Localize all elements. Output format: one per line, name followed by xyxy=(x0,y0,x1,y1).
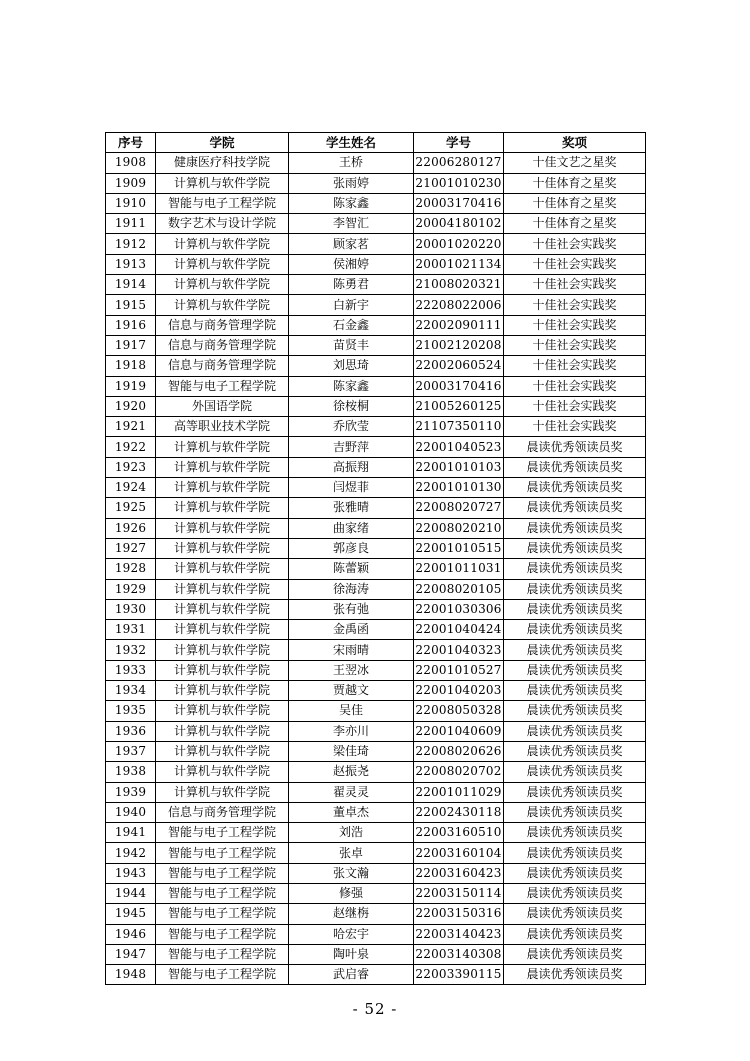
cell-award: 十佳社会实践奖 xyxy=(504,254,646,274)
cell-student-name: 曲家绪 xyxy=(289,518,414,538)
cell-student-id: 22001010103 xyxy=(414,457,504,477)
cell-student-name: 王翌冰 xyxy=(289,660,414,680)
cell-student-id: 22002430118 xyxy=(414,802,504,822)
cell-student-id: 22001040424 xyxy=(414,620,504,640)
cell-award: 晨读优秀领读员奖 xyxy=(504,965,646,985)
cell-student-id: 22003160423 xyxy=(414,863,504,883)
table-row xyxy=(106,538,646,558)
cell-student-id: 22001011029 xyxy=(414,782,504,802)
table-row xyxy=(106,904,646,924)
cell-serial: 1919 xyxy=(106,376,156,396)
cell-student-name: 徐桉桐 xyxy=(289,396,414,416)
cell-student-name: 赵继栴 xyxy=(289,904,414,924)
table-row xyxy=(106,802,646,822)
cell-student-name: 陈家鑫 xyxy=(289,193,414,213)
cell-college: 计算机与软件学院 xyxy=(156,173,289,193)
table-row xyxy=(106,620,646,640)
cell-serial: 1922 xyxy=(106,437,156,457)
cell-student-name: 哈宏宇 xyxy=(289,924,414,944)
cell-student-name: 乔欣莹 xyxy=(289,417,414,437)
cell-college: 智能与电子工程学院 xyxy=(156,823,289,843)
cell-college: 计算机与软件学院 xyxy=(156,599,289,619)
cell-serial: 1937 xyxy=(106,741,156,761)
cell-award: 晨读优秀领读员奖 xyxy=(504,538,646,558)
cell-college: 信息与商务管理学院 xyxy=(156,356,289,376)
cell-award: 晨读优秀领读员奖 xyxy=(504,823,646,843)
cell-student-name: 陶叶泉 xyxy=(289,944,414,964)
cell-college: 智能与电子工程学院 xyxy=(156,965,289,985)
cell-college: 智能与电子工程学院 xyxy=(156,376,289,396)
cell-award: 晨读优秀领读员奖 xyxy=(504,701,646,721)
cell-serial: 1926 xyxy=(106,518,156,538)
cell-award: 十佳社会实践奖 xyxy=(504,356,646,376)
cell-award: 十佳社会实践奖 xyxy=(504,295,646,315)
cell-award: 晨读优秀领读员奖 xyxy=(504,681,646,701)
cell-college: 计算机与软件学院 xyxy=(156,620,289,640)
cell-student-id: 22003140308 xyxy=(414,944,504,964)
cell-serial: 1921 xyxy=(106,417,156,437)
cell-college: 计算机与软件学院 xyxy=(156,640,289,660)
header-college: 学院 xyxy=(156,133,289,153)
cell-student-id: 22003390115 xyxy=(414,965,504,985)
cell-serial: 1936 xyxy=(106,721,156,741)
cell-award: 晨读优秀领读员奖 xyxy=(504,640,646,660)
cell-college: 高等职业技术学院 xyxy=(156,417,289,437)
cell-serial: 1917 xyxy=(106,335,156,355)
table-row xyxy=(106,762,646,782)
cell-student-id: 22003160104 xyxy=(414,843,504,863)
cell-award: 晨读优秀领读员奖 xyxy=(504,782,646,802)
cell-award: 十佳体育之星奖 xyxy=(504,193,646,213)
table-row xyxy=(106,660,646,680)
cell-college: 计算机与软件学院 xyxy=(156,538,289,558)
table-body xyxy=(106,153,646,985)
cell-student-name: 郭彦良 xyxy=(289,538,414,558)
cell-student-name: 高振翔 xyxy=(289,457,414,477)
cell-college: 智能与电子工程学院 xyxy=(156,883,289,903)
cell-student-name: 顾家茗 xyxy=(289,234,414,254)
cell-award: 晨读优秀领读员奖 xyxy=(504,660,646,680)
cell-award: 晨读优秀领读员奖 xyxy=(504,437,646,457)
cell-serial: 1935 xyxy=(106,701,156,721)
cell-student-name: 梁佳琦 xyxy=(289,741,414,761)
table-row xyxy=(106,518,646,538)
cell-student-id: 21005260125 xyxy=(414,396,504,416)
table-row xyxy=(106,417,646,437)
cell-student-name: 侯湘婷 xyxy=(289,254,414,274)
cell-award: 晨读优秀领读员奖 xyxy=(504,498,646,518)
cell-college: 计算机与软件学院 xyxy=(156,782,289,802)
cell-college: 计算机与软件学院 xyxy=(156,275,289,295)
cell-serial: 1915 xyxy=(106,295,156,315)
table-row xyxy=(106,741,646,761)
cell-serial: 1912 xyxy=(106,234,156,254)
cell-student-id: 22008020210 xyxy=(414,518,504,538)
cell-student-name: 赵振尧 xyxy=(289,762,414,782)
cell-student-name: 张文瀚 xyxy=(289,863,414,883)
cell-student-id: 22006280127 xyxy=(414,153,504,173)
table-row xyxy=(106,396,646,416)
table-row xyxy=(106,478,646,498)
cell-serial: 1932 xyxy=(106,640,156,660)
cell-serial: 1924 xyxy=(106,478,156,498)
cell-student-name: 王桥 xyxy=(289,153,414,173)
header-serial: 序号 xyxy=(106,133,156,153)
cell-student-name: 张雅晴 xyxy=(289,498,414,518)
cell-serial: 1914 xyxy=(106,275,156,295)
table-row xyxy=(106,295,646,315)
cell-serial: 1933 xyxy=(106,660,156,680)
cell-award: 晨读优秀领读员奖 xyxy=(504,863,646,883)
cell-award: 晨读优秀领读员奖 xyxy=(504,478,646,498)
cell-student-name: 石金鑫 xyxy=(289,315,414,335)
table-row xyxy=(106,579,646,599)
table-row xyxy=(106,376,646,396)
cell-student-id: 22003150316 xyxy=(414,904,504,924)
table-row xyxy=(106,944,646,964)
table-row xyxy=(106,335,646,355)
cell-student-id: 22001040523 xyxy=(414,437,504,457)
cell-college: 智能与电子工程学院 xyxy=(156,193,289,213)
cell-award: 晨读优秀领读员奖 xyxy=(504,741,646,761)
cell-college: 计算机与软件学院 xyxy=(156,721,289,741)
cell-award: 十佳社会实践奖 xyxy=(504,234,646,254)
cell-college: 健康医疗科技学院 xyxy=(156,153,289,173)
cell-college: 数字艺术与设计学院 xyxy=(156,214,289,234)
cell-student-name: 闫煜菲 xyxy=(289,478,414,498)
cell-student-id: 22001011031 xyxy=(414,559,504,579)
cell-college: 信息与商务管理学院 xyxy=(156,335,289,355)
cell-college: 计算机与软件学院 xyxy=(156,457,289,477)
cell-serial: 1913 xyxy=(106,254,156,274)
cell-student-id: 22003140423 xyxy=(414,924,504,944)
cell-award: 十佳体育之星奖 xyxy=(504,214,646,234)
cell-serial: 1928 xyxy=(106,559,156,579)
cell-serial: 1942 xyxy=(106,843,156,863)
cell-award: 十佳文艺之星奖 xyxy=(504,153,646,173)
cell-award: 十佳社会实践奖 xyxy=(504,376,646,396)
cell-serial: 1910 xyxy=(106,193,156,213)
cell-student-id: 22001040323 xyxy=(414,640,504,660)
cell-serial: 1908 xyxy=(106,153,156,173)
table-row xyxy=(106,234,646,254)
cell-student-name: 陈蕾颖 xyxy=(289,559,414,579)
table-row xyxy=(106,173,646,193)
table-row xyxy=(106,153,646,173)
cell-college: 计算机与软件学院 xyxy=(156,762,289,782)
cell-serial: 1923 xyxy=(106,457,156,477)
cell-college: 计算机与软件学院 xyxy=(156,701,289,721)
cell-student-name: 张雨婷 xyxy=(289,173,414,193)
cell-award: 晨读优秀领读员奖 xyxy=(504,620,646,640)
cell-student-id: 21002120208 xyxy=(414,335,504,355)
cell-award: 晨读优秀领读员奖 xyxy=(504,883,646,903)
cell-college: 智能与电子工程学院 xyxy=(156,843,289,863)
cell-award: 十佳社会实践奖 xyxy=(504,275,646,295)
cell-student-id: 22002060524 xyxy=(414,356,504,376)
cell-student-id: 22001040609 xyxy=(414,721,504,741)
cell-college: 智能与电子工程学院 xyxy=(156,944,289,964)
cell-college: 计算机与软件学院 xyxy=(156,295,289,315)
cell-student-id: 21008020321 xyxy=(414,275,504,295)
cell-student-name: 张有弛 xyxy=(289,599,414,619)
cell-serial: 1947 xyxy=(106,944,156,964)
cell-serial: 1929 xyxy=(106,579,156,599)
cell-student-name: 修强 xyxy=(289,883,414,903)
cell-student-id: 22003160510 xyxy=(414,823,504,843)
cell-student-name: 徐海涛 xyxy=(289,579,414,599)
cell-student-name: 刘浩 xyxy=(289,823,414,843)
cell-college: 计算机与软件学院 xyxy=(156,437,289,457)
cell-college: 外国语学院 xyxy=(156,396,289,416)
cell-student-id: 20003170416 xyxy=(414,193,504,213)
cell-student-id: 21107350110 xyxy=(414,417,504,437)
cell-college: 计算机与软件学院 xyxy=(156,579,289,599)
cell-award: 十佳社会实践奖 xyxy=(504,396,646,416)
cell-college: 计算机与软件学院 xyxy=(156,478,289,498)
cell-student-id: 22002090111 xyxy=(414,315,504,335)
cell-student-id: 22001010527 xyxy=(414,660,504,680)
table-row xyxy=(106,356,646,376)
cell-serial: 1934 xyxy=(106,681,156,701)
cell-serial: 1916 xyxy=(106,315,156,335)
cell-award: 晨读优秀领读员奖 xyxy=(504,762,646,782)
table-row xyxy=(106,640,646,660)
cell-student-name: 董卓杰 xyxy=(289,802,414,822)
table-row xyxy=(106,782,646,802)
cell-serial: 1946 xyxy=(106,924,156,944)
cell-student-name: 翟灵灵 xyxy=(289,782,414,802)
cell-student-id: 20003170416 xyxy=(414,376,504,396)
cell-award: 十佳社会实践奖 xyxy=(504,417,646,437)
header-award: 奖项 xyxy=(504,133,646,153)
cell-student-name: 白新宇 xyxy=(289,295,414,315)
cell-serial: 1945 xyxy=(106,904,156,924)
cell-college: 计算机与软件学院 xyxy=(156,741,289,761)
cell-student-id: 22001040203 xyxy=(414,681,504,701)
award-table xyxy=(105,132,646,985)
table-row xyxy=(106,214,646,234)
table-row xyxy=(106,823,646,843)
cell-serial: 1941 xyxy=(106,823,156,843)
cell-award: 晨读优秀领读员奖 xyxy=(504,904,646,924)
cell-award: 晨读优秀领读员奖 xyxy=(504,843,646,863)
cell-award: 晨读优秀领读员奖 xyxy=(504,944,646,964)
cell-college: 计算机与软件学院 xyxy=(156,559,289,579)
header-student-name: 学生姓名 xyxy=(289,133,414,153)
cell-award: 十佳社会实践奖 xyxy=(504,315,646,335)
cell-college: 智能与电子工程学院 xyxy=(156,904,289,924)
cell-student-id: 20001021134 xyxy=(414,254,504,274)
cell-award: 晨读优秀领读员奖 xyxy=(504,924,646,944)
cell-student-id: 22208022006 xyxy=(414,295,504,315)
table-row xyxy=(106,315,646,335)
cell-award: 晨读优秀领读员奖 xyxy=(504,721,646,741)
cell-serial: 1930 xyxy=(106,599,156,619)
cell-student-name: 李亦川 xyxy=(289,721,414,741)
cell-college: 计算机与软件学院 xyxy=(156,518,289,538)
cell-serial: 1939 xyxy=(106,782,156,802)
cell-college: 计算机与软件学院 xyxy=(156,254,289,274)
cell-student-id: 20004180102 xyxy=(414,214,504,234)
cell-student-name: 陈家鑫 xyxy=(289,376,414,396)
table-row xyxy=(106,721,646,741)
cell-serial: 1943 xyxy=(106,863,156,883)
cell-student-id: 22001010515 xyxy=(414,538,504,558)
cell-college: 信息与商务管理学院 xyxy=(156,315,289,335)
cell-student-id: 22001010130 xyxy=(414,478,504,498)
cell-award: 晨读优秀领读员奖 xyxy=(504,559,646,579)
table-row xyxy=(106,924,646,944)
page-number: - 52 - xyxy=(352,1000,398,1018)
cell-student-name: 李智汇 xyxy=(289,214,414,234)
cell-award: 晨读优秀领读员奖 xyxy=(504,599,646,619)
cell-student-id: 22003150114 xyxy=(414,883,504,903)
cell-college: 计算机与软件学院 xyxy=(156,660,289,680)
cell-student-id: 22008020105 xyxy=(414,579,504,599)
cell-award: 晨读优秀领读员奖 xyxy=(504,518,646,538)
cell-student-id: 22001030306 xyxy=(414,599,504,619)
cell-college: 计算机与软件学院 xyxy=(156,681,289,701)
table-row xyxy=(106,559,646,579)
cell-serial: 1909 xyxy=(106,173,156,193)
table-row xyxy=(106,883,646,903)
cell-serial: 1911 xyxy=(106,214,156,234)
cell-student-name: 吉野萍 xyxy=(289,437,414,457)
table-row xyxy=(106,863,646,883)
cell-serial: 1920 xyxy=(106,396,156,416)
cell-serial: 1938 xyxy=(106,762,156,782)
cell-serial: 1940 xyxy=(106,802,156,822)
cell-student-name: 苗贤丰 xyxy=(289,335,414,355)
cell-college: 智能与电子工程学院 xyxy=(156,863,289,883)
cell-student-id: 22008050328 xyxy=(414,701,504,721)
cell-serial: 1944 xyxy=(106,883,156,903)
cell-student-id: 22008020626 xyxy=(414,741,504,761)
cell-college: 计算机与软件学院 xyxy=(156,498,289,518)
cell-award: 晨读优秀领读员奖 xyxy=(504,802,646,822)
header-student-id: 学号 xyxy=(414,133,504,153)
table-row xyxy=(106,599,646,619)
table-row xyxy=(106,498,646,518)
table-row xyxy=(106,254,646,274)
table-row xyxy=(106,681,646,701)
cell-serial: 1927 xyxy=(106,538,156,558)
table-header-row xyxy=(106,133,646,153)
cell-student-id: 22008020727 xyxy=(414,498,504,518)
cell-student-id: 21001010230 xyxy=(414,173,504,193)
cell-student-id: 20001020220 xyxy=(414,234,504,254)
table-row xyxy=(106,843,646,863)
cell-student-name: 陈勇君 xyxy=(289,275,414,295)
cell-serial: 1948 xyxy=(106,965,156,985)
cell-award: 十佳社会实践奖 xyxy=(504,335,646,355)
cell-student-name: 武启睿 xyxy=(289,965,414,985)
table-row xyxy=(106,193,646,213)
cell-serial: 1925 xyxy=(106,498,156,518)
table-row xyxy=(106,275,646,295)
cell-student-name: 张卓 xyxy=(289,843,414,863)
cell-award: 晨读优秀领读员奖 xyxy=(504,579,646,599)
cell-college: 信息与商务管理学院 xyxy=(156,802,289,822)
cell-college: 智能与电子工程学院 xyxy=(156,924,289,944)
cell-student-id: 22008020702 xyxy=(414,762,504,782)
cell-student-name: 刘思琦 xyxy=(289,356,414,376)
cell-award: 晨读优秀领读员奖 xyxy=(504,457,646,477)
cell-college: 计算机与软件学院 xyxy=(156,234,289,254)
table-row xyxy=(106,437,646,457)
cell-student-name: 宋雨晴 xyxy=(289,640,414,660)
table-row xyxy=(106,701,646,721)
cell-student-name: 金禹函 xyxy=(289,620,414,640)
table-row xyxy=(106,965,646,985)
cell-award: 十佳体育之星奖 xyxy=(504,173,646,193)
cell-serial: 1931 xyxy=(106,620,156,640)
cell-student-name: 吴佳 xyxy=(289,701,414,721)
cell-student-name: 贾越文 xyxy=(289,681,414,701)
table-row xyxy=(106,457,646,477)
cell-serial: 1918 xyxy=(106,356,156,376)
